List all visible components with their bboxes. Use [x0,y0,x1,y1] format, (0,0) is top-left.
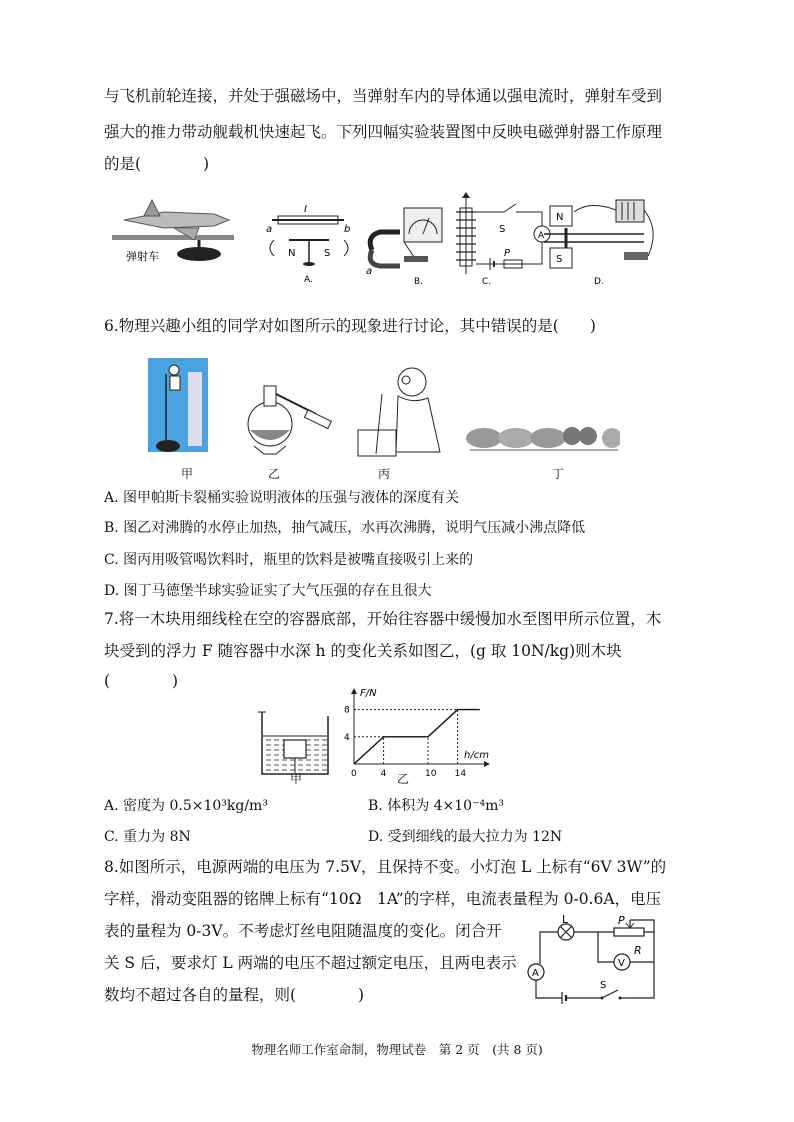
q8-circuit [522,912,662,1008]
catapult-label: 弹射车 [126,250,159,263]
svg-text:P: P [504,248,511,259]
q6-option-b: B. 图乙对沸腾的水停止加热，抽气减压，水再次沸腾，说明气压减小沸点降低 [104,520,586,536]
svg-text:A.: A. [304,275,313,285]
q8-stem-line-3: 表的量程为 0-3V。不考虑灯丝电阻随温度的变化。闭合开 [104,922,502,940]
svg-text:a: a [366,266,373,277]
svg-text:S: S [556,254,563,265]
force-line [354,710,480,764]
svg-text:b: b [344,224,351,235]
magdeburg-hemispheres-figure [466,427,620,450]
svg-text:D.: D. [594,277,604,287]
q8-stem-line-2: 字样，滑动变阻器的铭牌上标有“10Ω 1A”的字样，电流表量程为 0-0.6A，电压 [104,890,662,908]
q7-stem-line-1: 7.将一木块用细线栓在空的容器底部，开始往容器中缓慢加水至图甲所示位置，木 [104,610,662,628]
q5-figure [104,190,664,290]
svg-text:A: A [538,231,545,241]
q6-figure [140,354,620,462]
svg-text:P: P [618,914,625,927]
fig-label-jia: 甲 [181,467,194,481]
fig-label-ding: 丁 [552,467,565,481]
svg-text:L: L [562,913,569,926]
intro-line-1: 与飞机前轮连接，并处于强磁场中，当弹射车内的导体通以强电流时，弹射车受到 [104,87,663,105]
intro-line-3: 的是( ) [104,155,210,173]
pascal-barrel-figure [148,358,208,452]
boiling-flask-figure [248,386,331,454]
fig-label-yi: 乙 [268,467,281,481]
q8-stem-line-4: 关 S 后，要求灯 L 两端的电压不超过额定电压，且两电表示 [104,954,517,972]
svg-text:C.: C. [482,277,492,287]
svg-text:B.: B. [414,277,424,287]
q6-option-c: C. 图丙用吸管喝饮料时，瓶里的饮料是被嘴直接吸引上来的 [104,552,474,568]
q7-option-d: D. 受到细线的最大拉力为 12N [368,829,563,845]
x-axis-arrow [484,761,490,767]
svg-text:S: S [600,980,607,991]
option-d-figure [544,200,653,287]
q8-stem-line-5: 数均不超过各自的量程，则( ) [104,986,365,1004]
q7-stem-line-3: ( ) [104,672,179,690]
svg-text:N: N [556,212,564,223]
q7-option-c: C. 重力为 8N [104,829,191,845]
straw-drinking-figure [358,368,440,456]
x-tick-label: 14 [454,769,467,779]
q6-option-a: A. 图甲帕斯卡裂桶实验说明液体的压强与液体的深度有关 [104,490,460,506]
x-tick-label: 0 [351,769,357,779]
q7-option-b: B. 体积为 4×10⁻⁴m³ [368,798,504,814]
svg-text:N: N [288,248,296,259]
q6-option-d: D. 图丁马德堡半球实验证实了大气压强的存在且很大 [104,583,432,599]
option-c-figure [456,192,550,287]
container-label: 甲 [290,772,303,786]
q7-option-a: A. 密度为 0.5×10³kg/m³ [104,798,268,814]
q8-stem-line-1: 8.如图所示，电源两端的电压为 7.5V，且保持不变。小灯泡 L 上标有“6V 3W”的 [104,858,667,876]
y-tick-label: 4 [344,732,350,743]
svg-text:R: R [634,944,642,957]
q7-stem-line-2: 块受到的浮力 F 随容器中水深 h 的变化关系如图乙，(g 取 10N/kg)则木块 [104,642,622,660]
force-depth-chart [330,684,500,784]
svg-text:V: V [618,958,625,969]
svg-text:S: S [324,248,331,259]
svg-text:A: A [532,968,539,979]
svg-text:I: I [304,204,307,215]
q6-stem: 6.物理兴趣小组的同学对如图所示的现象进行讨论，其中错误的是( ) [104,317,596,335]
option-b-figure [366,208,442,287]
svg-text:a: a [266,224,273,235]
x-tick-label: 10 [425,769,437,779]
svg-text:S: S [499,224,506,235]
intro-line-2: 强大的推力带动舰载机快速起飞。下列四幅实验装置图中反映电磁弹射器工作原理 [104,123,663,141]
x-tick-label: 4 [380,769,387,779]
y-axis-arrow [351,688,357,694]
catapult-plane-figure [112,200,234,263]
page-footer: 物理名师工作室命制，物理试卷 第 2 页 (共 8 页) [251,1042,543,1057]
y-tick-label: 8 [344,705,350,716]
y-axis-label: F/N [360,688,377,699]
option-a-figure [266,204,350,285]
fig-label-bing: 丙 [378,467,391,481]
x-axis-label: h/cm [464,750,489,761]
chart-label: 乙 [397,772,410,786]
